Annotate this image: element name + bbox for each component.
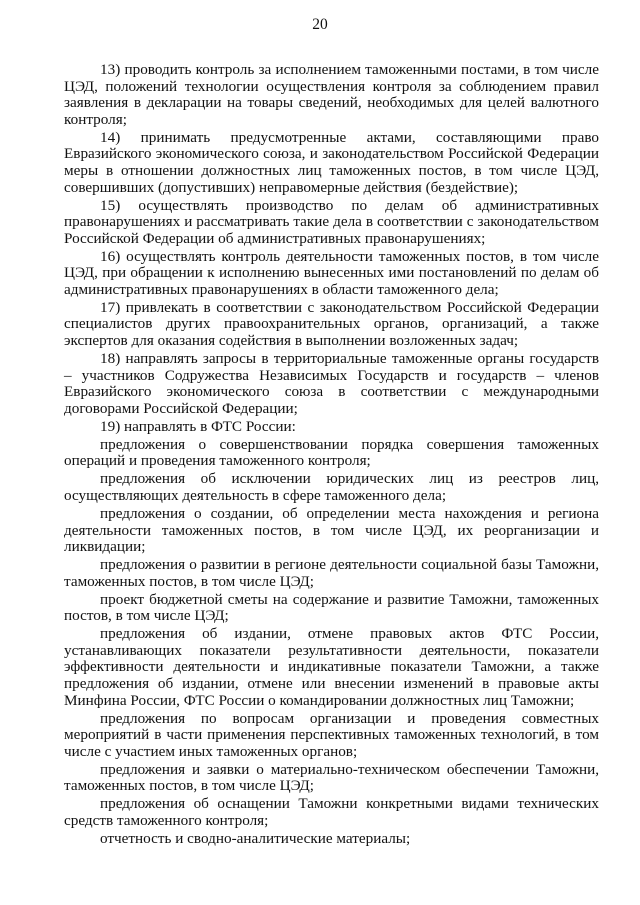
- paragraph-item-16: 16) осуществлять контроль деятельности таможенных постов, в том числе ЦЭД, при обращении к исполнению вынесенных ими постановлений по делам об административных правонарушениях в области таможенного дела;: [64, 247, 599, 298]
- subparagraph-social-base: предложения о развитии в регионе деятельности социальной базы Таможни, таможенных постов, в том числе ЦЭД;: [64, 556, 599, 590]
- subparagraph-registry-exclusion: предложения об исключении юридических лиц из реестров лиц, осуществляющих деятельность в сфере таможенного дела;: [64, 470, 599, 504]
- document-body: [64, 62, 599, 849]
- paragraph-item-19: 19) направлять в ФТС России:: [100, 417, 296, 435]
- paragraph-item-18: 18) направлять запросы в территориальные таможенные органы государств – участников Содружества Независимых Государств и государств – членов Евразийского экономического союза в соответствии с международными договорами Российской Федерации;: [64, 350, 599, 417]
- subparagraph-posts-creation: предложения о создании, об определении места нахождения и региона деятельности таможенных постов, в том числе ЦЭД, их реорганизации и ликвидации;: [64, 504, 599, 556]
- subparagraph-customs-operations: предложения о совершенствовании порядка совершения таможенных операций и проведения таможенного контроля;: [64, 435, 599, 470]
- paragraph-item-15: 15) осуществлять производство по делам об административных правонарушениях и рассматривать такие дела в соответствии с законодательством Российской Федерации об административных правонарушениях;: [64, 196, 599, 247]
- subparagraph-technical-equipment: предложения об оснащении Таможни конкретными видами технических средств таможенного контроля;: [64, 795, 599, 829]
- subparagraph-legal-acts: предложения об издании, отмене правовых актов ФТС России, устанавливающих показатели результативности деятельности, показатели эффективности деятельности и индикативные показатели Таможни, а также предложения об издании, отмене или внесении изменений в правовые акты Минфина России, ФТС России о командировании должностных лиц Таможни;: [64, 625, 599, 709]
- page-number: 20: [312, 16, 328, 33]
- paragraph-item-17: 17) привлекать в соответствии с законодательством Российской Федерации специалистов других правоохранительных органов, организаций, а также экспертов для оказания содействия в выполнении возложенных задач;: [64, 298, 599, 350]
- subparagraph-budget-estimate: проект бюджетной сметы на содержание и развитие Таможни, таможенных постов, в том числе ЦЭД;: [64, 590, 599, 625]
- paragraph-item-14: 14) принимать предусмотренные актами, составляющими право Евразийского экономического союза, и законодательством Российской Федерации меры в отношении должностных лиц таможенных постов, в том числе ЦЭД, совершивших (допустивших) неправомерные действия (бездействие);: [64, 128, 599, 196]
- subparagraph-material-support: предложения и заявки о материально-техническом обеспечении Таможни, таможенных постов, в том числе ЦЭД;: [64, 760, 599, 795]
- subparagraph-reporting: отчетность и сводно-аналитические материалы;: [100, 829, 411, 847]
- subparagraph-joint-events: предложения по вопросам организации и проведения совместных мероприятий в части применения перспективных таможенных технологий, в том числе с участием иных таможенных органов;: [64, 709, 599, 760]
- paragraph-item-13: 13) проводить контроль за исполнением таможенными постами, в том числе ЦЭД, положений технологии осуществления контроля за соблюдением правил заявления в декларации на товары сведений, необходимых для целей валютного контроля;: [64, 61, 599, 128]
